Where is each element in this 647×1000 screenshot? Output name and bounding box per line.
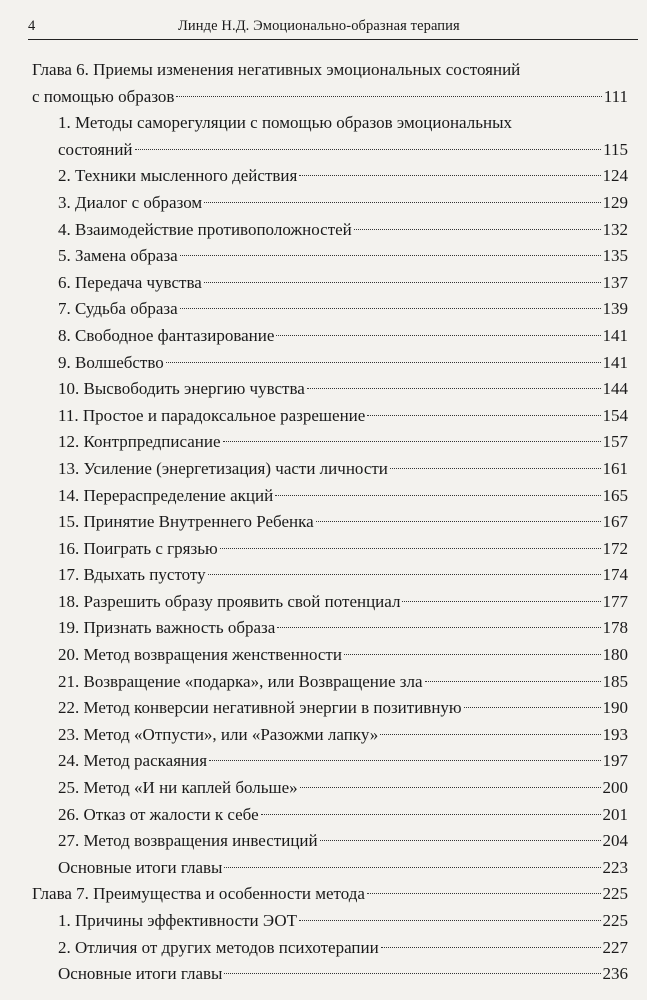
entry-title: 13. Усиление (энергетизация) части личности: [58, 458, 388, 478]
entry-page: 178: [602, 618, 628, 638]
entry-page: 111: [603, 86, 628, 106]
entry-page: 177: [602, 591, 628, 611]
entry-title: 10. Высвободить энергию чувства: [58, 379, 305, 399]
entry-title: 26. Отказ от жалости к себе: [58, 804, 259, 824]
entry-page: 174: [602, 565, 628, 585]
entry-page: 172: [602, 538, 628, 558]
entry-title: 19. Признать важность образа: [58, 618, 276, 638]
dot-leader: [135, 149, 602, 150]
dot-leader: [277, 627, 600, 628]
entry-page: 141: [602, 352, 628, 372]
toc-entry: [32, 748, 628, 775]
entry-page: 141: [602, 325, 628, 345]
chapter-title-line2: [32, 84, 628, 111]
dot-leader: [180, 308, 601, 309]
entry-title: 6. Передача чувства: [58, 272, 202, 292]
entry-title: 23. Метод «Отпусти», или «Разожми лапку»: [58, 724, 379, 744]
toc-entry: [32, 296, 628, 323]
entry-page: 190: [602, 698, 628, 718]
dot-leader: [276, 335, 600, 336]
toc-chapter-6: [32, 57, 628, 110]
page-number: 4: [28, 18, 36, 34]
toc-entry: [32, 217, 628, 244]
entry-title: 24. Метод раскаяния: [58, 751, 208, 771]
entry-title: 2. Техники мысленного действия: [58, 166, 298, 186]
entry-page: 225: [602, 911, 628, 930]
entry-title: 25. Метод «И ни каплей больше»: [58, 778, 298, 798]
dot-leader: [204, 202, 600, 203]
entry-page: 185: [602, 671, 628, 691]
entry-page: 157: [602, 432, 628, 452]
entry-page: 201: [602, 804, 628, 824]
entry-title: 27. Метод возвращения инвестиций: [58, 831, 318, 851]
entry-title: 2. Отличия от других методов психотерапии: [58, 937, 379, 957]
toc-entry: [32, 615, 628, 642]
entry-title: с помощью образов: [32, 86, 175, 106]
toc-entry: [32, 828, 628, 855]
toc-entry: [32, 509, 628, 536]
entry-page: 165: [602, 485, 628, 505]
dot-leader: [354, 229, 601, 230]
entry-title: 1. Причины эффективности ЭОТ: [58, 911, 297, 930]
dot-leader: [208, 574, 601, 575]
toc-item-1: [32, 110, 628, 163]
entry-title: 7. Судьба образа: [58, 299, 178, 319]
header-divider: [28, 39, 638, 40]
entry-title: 20. Метод возвращения женственности: [58, 645, 342, 665]
dot-leader: [223, 441, 601, 442]
dot-leader: [367, 893, 601, 894]
entry-title: 11. Простое и парадоксальное разрешение: [58, 405, 366, 425]
entry-title: 17. Вдыхать пустоту: [58, 565, 206, 585]
dot-leader: [176, 96, 601, 97]
toc-chapter-7: [32, 881, 628, 908]
dot-leader: [300, 787, 601, 788]
entry-page: 161: [602, 458, 628, 478]
entry-page: 132: [602, 219, 628, 239]
item-title-line2: [58, 137, 628, 164]
dot-leader: [275, 495, 600, 496]
dot-leader: [425, 681, 601, 682]
item-title-line1: 1. Методы саморегуляции с помощью образов эмоциональных: [58, 113, 513, 133]
entry-page: 115: [603, 139, 628, 159]
toc-entry: [32, 722, 628, 749]
dot-leader: [367, 415, 600, 416]
dot-leader: [180, 255, 601, 256]
entry-title: 9. Волшебство: [58, 352, 164, 372]
dot-leader: [344, 654, 601, 655]
dot-leader: [299, 920, 601, 921]
entry-title: 16. Поиграть с грязью: [58, 538, 218, 558]
toc-entry: [32, 243, 628, 270]
toc-entry: [32, 376, 628, 403]
entry-page: 135: [602, 246, 628, 266]
entry-title: 18. Разрешить образу проявить свой потенциал: [58, 591, 401, 611]
dot-leader: [307, 388, 601, 389]
entry-page: 236: [602, 964, 628, 984]
entry-title: 8. Свободное фантазирование: [58, 325, 275, 345]
page-header: [28, 14, 638, 38]
dot-leader: [380, 734, 600, 735]
entry-title: 3. Диалог с образом: [58, 192, 203, 212]
toc-entry: [32, 456, 628, 483]
dot-leader: [166, 362, 601, 363]
entry-title: Основные итоги главы: [58, 964, 223, 984]
dot-leader: [209, 760, 600, 761]
toc-entry: [32, 403, 628, 430]
dot-leader: [390, 468, 601, 469]
toc-entry: [32, 935, 628, 962]
dot-leader: [299, 175, 600, 176]
entry-title: 22. Метод конверсии негативной энергии в позитивную: [58, 698, 462, 718]
toc-entry: [32, 483, 628, 510]
toc-entry: [32, 961, 628, 988]
dot-leader: [316, 521, 601, 522]
toc-entry: [32, 163, 628, 190]
dot-leader: [402, 601, 600, 602]
dot-leader: [220, 548, 601, 549]
entry-page: 124: [602, 166, 628, 186]
entry-page: 139: [602, 299, 628, 319]
entry-page: 200: [602, 778, 628, 798]
toc-entry: [32, 536, 628, 563]
toc-entry: [32, 323, 628, 350]
entry-page: 204: [602, 831, 628, 851]
entry-title: 5. Замена образа: [58, 246, 178, 266]
entry-page: 167: [602, 512, 628, 532]
toc-entry: [32, 695, 628, 722]
toc-items-list: [32, 163, 628, 881]
entry-title: 15. Принятие Внутреннего Ребенка: [58, 512, 314, 532]
entry-title: 14. Перераспределение акций: [58, 485, 274, 505]
dot-leader: [261, 814, 601, 815]
entry-title: 12. Контрпредписание: [58, 432, 221, 452]
toc-entry: [32, 669, 628, 696]
entry-title: 21. Возвращение «подарка», или Возвращение зла: [58, 671, 423, 691]
dot-leader: [381, 947, 601, 948]
entry-page: 197: [602, 751, 628, 771]
toc-entry: [32, 802, 628, 829]
dot-leader: [204, 282, 601, 283]
toc-entry: [32, 270, 628, 297]
toc-entry: [32, 908, 628, 935]
toc-entry: [32, 855, 628, 882]
dot-leader: [464, 707, 601, 708]
entry-page: 223: [602, 857, 628, 877]
dot-leader: [320, 840, 601, 841]
entry-page: 154: [602, 405, 628, 425]
toc-entry: [32, 429, 628, 456]
entry-title: 4. Взаимодействие противоположностей: [58, 219, 352, 239]
toc-chapter-7-items: [32, 908, 628, 988]
chapter-title-line1: Глава 6. Приемы изменения негативных эмоциональных состояний: [32, 60, 521, 79]
entry-title: состояний: [58, 139, 133, 159]
toc-entry: [32, 775, 628, 802]
toc-entry: [32, 589, 628, 616]
running-head: Линде Н.Д. Эмоционально-образная терапия: [178, 18, 460, 34]
entry-title: Глава 7. Преимущества и особенности метода: [32, 884, 365, 904]
toc-entry: [32, 562, 628, 589]
entry-page: 225: [602, 884, 628, 904]
entry-page: 129: [602, 192, 628, 212]
entry-page: 180: [602, 645, 628, 665]
dot-leader: [224, 867, 600, 868]
table-of-contents: [32, 57, 628, 988]
entry-page: 227: [602, 937, 628, 957]
toc-entry: [32, 642, 628, 669]
entry-page: 193: [602, 724, 628, 744]
entry-page: 137: [602, 272, 628, 292]
toc-entry: [32, 190, 628, 217]
dot-leader: [224, 973, 600, 974]
toc-entry: [32, 350, 628, 377]
entry-title: Основные итоги главы: [58, 857, 223, 877]
entry-page: 144: [602, 379, 628, 399]
